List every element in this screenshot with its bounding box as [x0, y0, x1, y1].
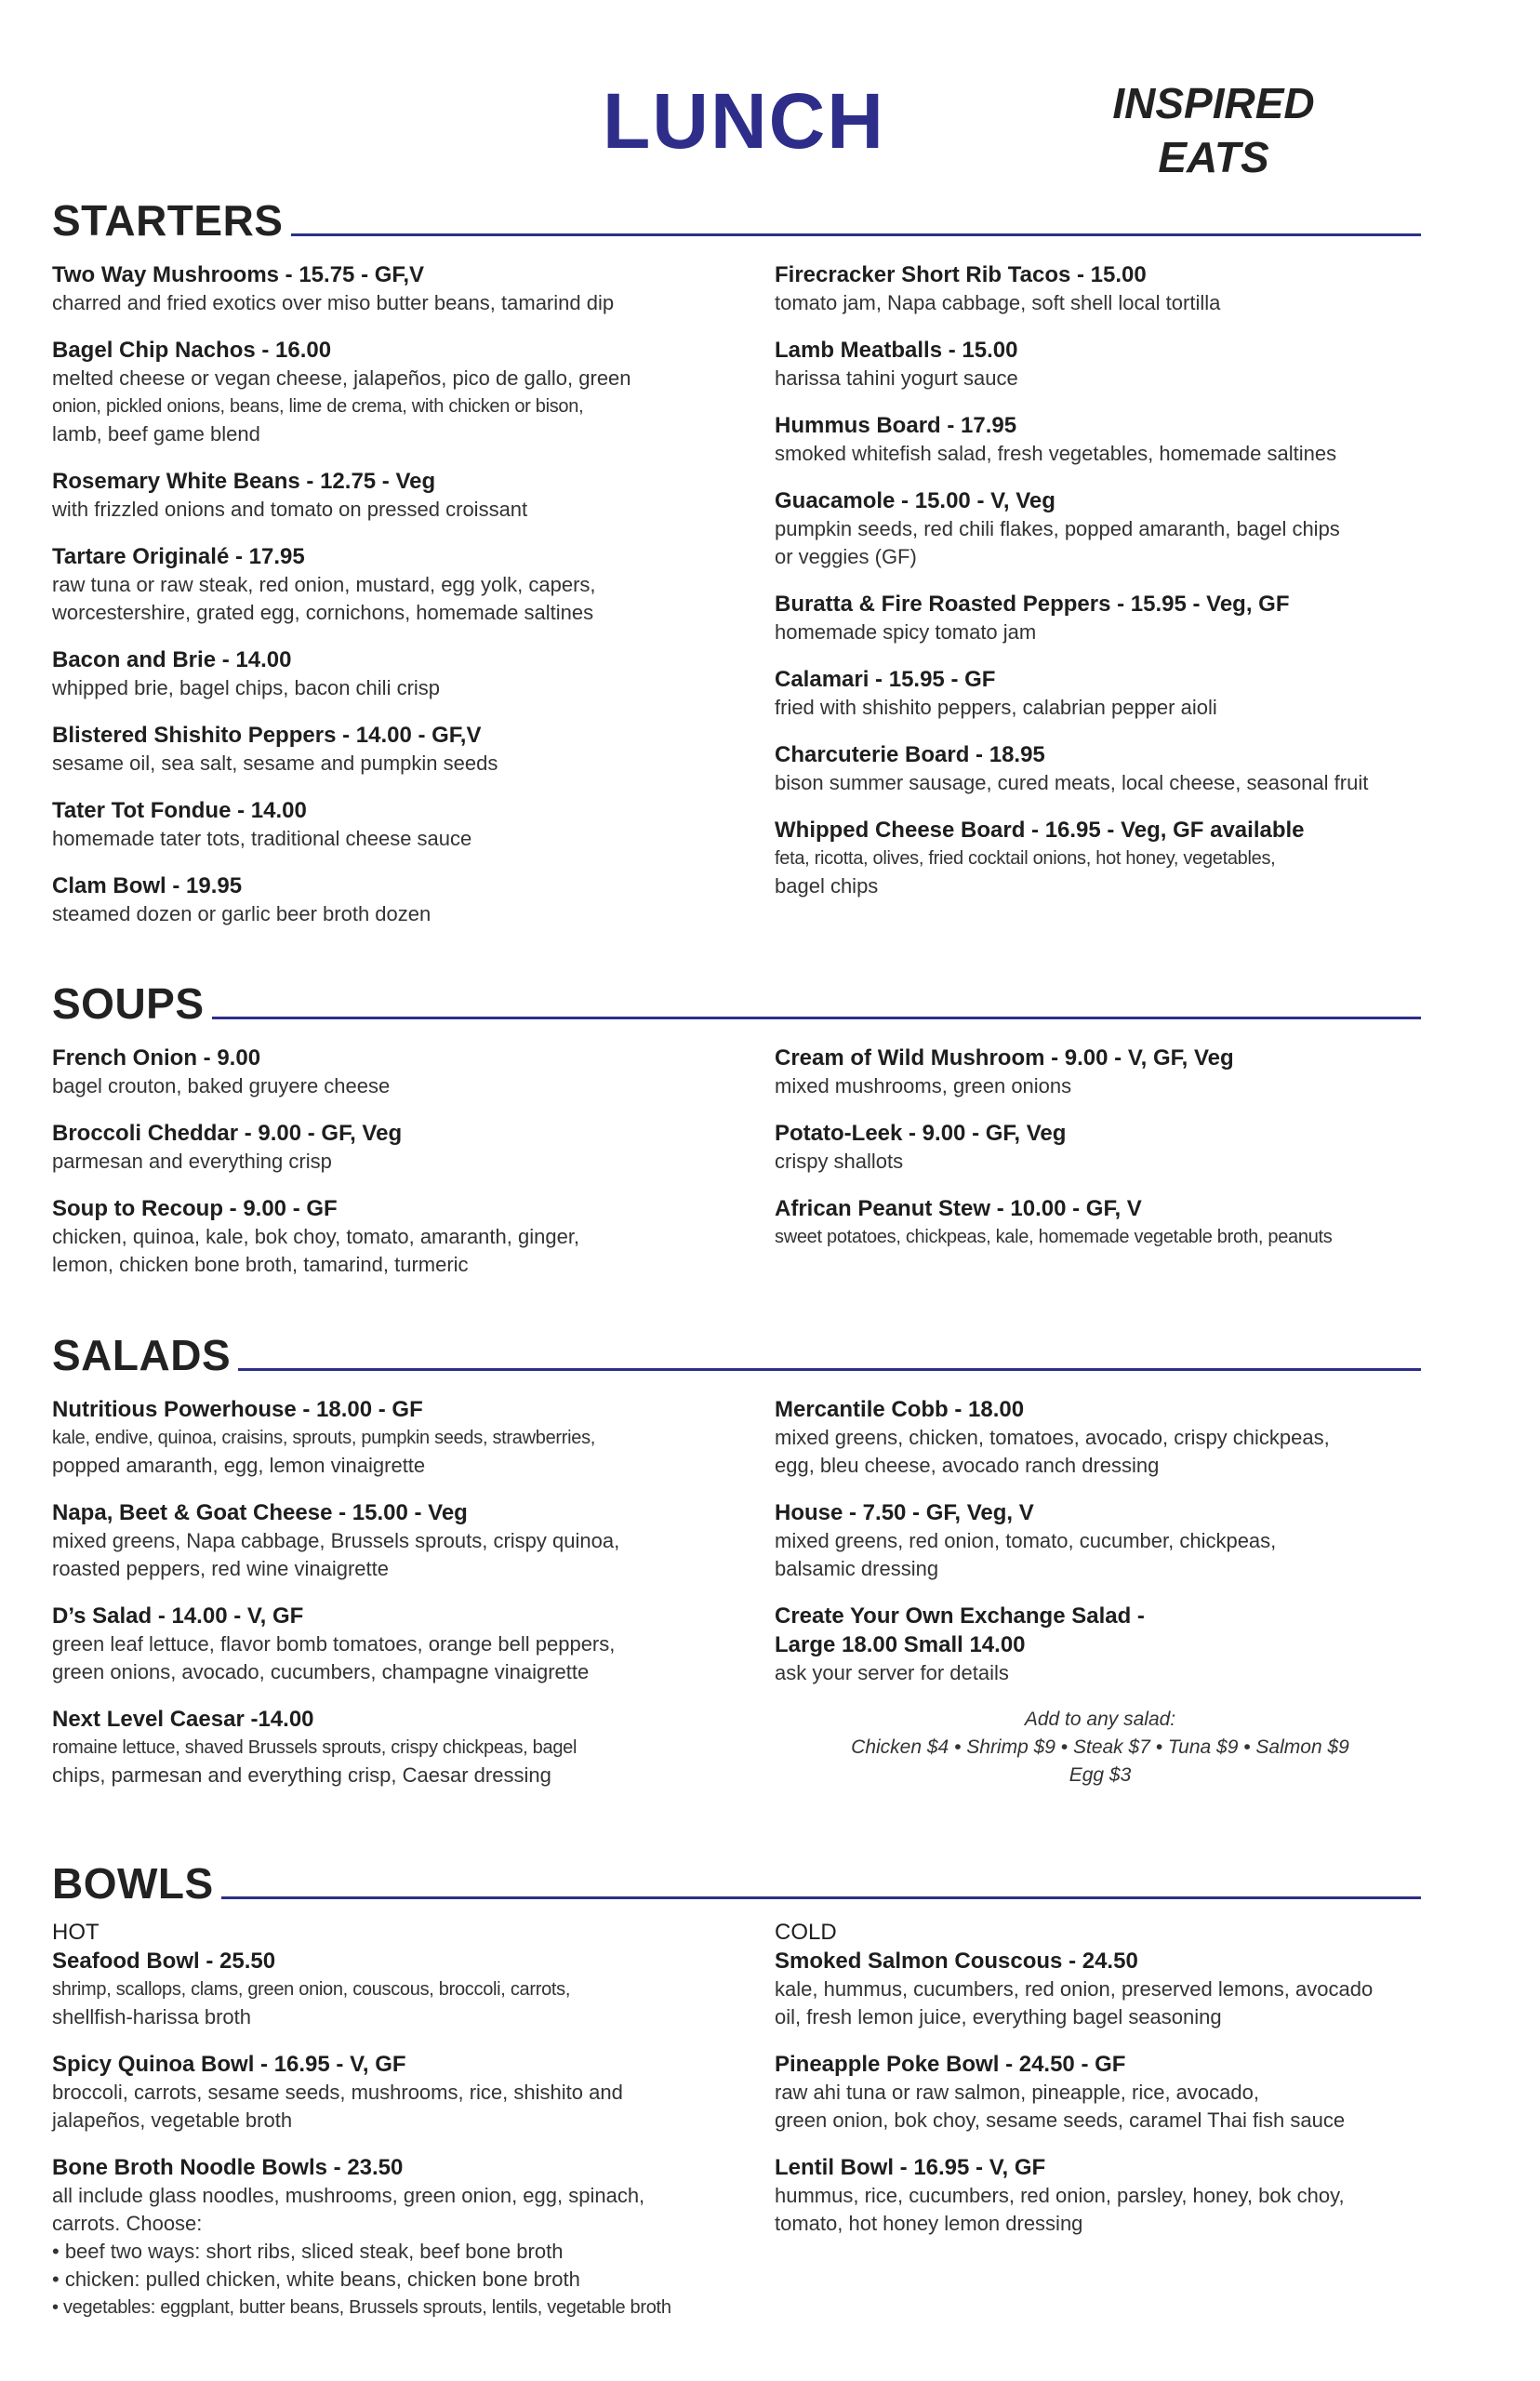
bowls-section — [0, 1847, 1540, 2318]
item-description: romaine lettuce, shaved Brussels sprouts, crispy chickpeas, bagel — [52, 1737, 578, 1758]
item-name: Spicy Quinoa Bowl - 16.95 - V, GF — [52, 2052, 406, 2077]
menu-item — [775, 1498, 1426, 1583]
item-name: D’s Salad - 14.00 - V, GF — [52, 1603, 304, 1629]
item-description: homemade spicy tomato jam — [775, 620, 1037, 644]
menu-item — [52, 1194, 740, 1279]
menu-item — [52, 1395, 740, 1480]
item-name: Bacon and Brie - 14.00 — [52, 647, 292, 672]
section-header — [0, 1319, 1540, 1377]
section-header — [0, 184, 1540, 245]
item-description: green onion, bok choy, sesame seeds, caramel Thai fish sauce — [775, 2108, 1346, 2132]
menu-item — [775, 665, 1426, 722]
item-description: melted cheese or vegan cheese, jalapeños, pico de gallo, green — [52, 366, 631, 390]
menu-item — [52, 1705, 740, 1789]
page-title: LUNCH — [603, 77, 885, 165]
item-description: smoked whitefish salad, fresh vegetables, homemade saltines — [775, 442, 1337, 465]
item-description: or veggies (GF) — [775, 545, 917, 568]
menu-item — [52, 1602, 740, 1686]
item-description: sesame oil, sea salt, sesame and pumpkin seeds — [52, 752, 498, 775]
bowls-right-column — [775, 1918, 1426, 2256]
item-name: Cream of Wild Mushroom - 9.00 - V, GF, Veg — [775, 1045, 1234, 1071]
item-description: all include glass noodles, mushrooms, green onion, egg, spinach, — [52, 2184, 645, 2207]
item-name: Smoked Salmon Couscous - 24.50 — [775, 1949, 1138, 1974]
menu-item — [52, 1044, 740, 1100]
section-divider — [52, 1368, 1421, 1371]
item-name: Mercantile Cobb - 18.00 — [775, 1397, 1025, 1422]
menu-item — [775, 1395, 1426, 1480]
item-name: Clam Bowl - 19.95 — [52, 873, 243, 898]
item-description: roasted peppers, red wine vinaigrette — [52, 1557, 389, 1580]
tagline-line: EATS — [1158, 133, 1269, 181]
bowl-option: • beef two ways: short ribs, sliced steak, beef bone broth — [52, 2240, 564, 2263]
item-description: fried with shishito peppers, calabrian pepper aioli — [775, 696, 1217, 719]
menu-item — [775, 486, 1426, 571]
menu-item — [52, 467, 740, 524]
item-description: carrots. Choose: — [52, 2212, 203, 2235]
item-description: feta, ricotta, olives, fried cocktail onions, hot honey, vegetables, — [775, 848, 1276, 869]
item-description: parmesan and everything crisp — [52, 1150, 332, 1173]
bowls-cold-label: COLD — [775, 1920, 837, 1945]
menu-item — [775, 1194, 1426, 1251]
item-name: Nutritious Powerhouse - 18.00 - GF — [52, 1397, 423, 1422]
item-description: bagel crouton, baked gruyere cheese — [52, 1074, 391, 1097]
addons-list: Egg $3 — [1069, 1764, 1132, 1786]
starters-left-column — [52, 260, 740, 947]
bowls-hot-label: HOT — [52, 1920, 100, 1945]
menu-item — [52, 645, 740, 702]
salads-left-column — [52, 1395, 740, 1808]
item-name: French Onion - 9.00 — [52, 1045, 261, 1071]
menu-item — [775, 590, 1426, 646]
item-description: raw ahi tuna or raw salmon, pineapple, rice, avocado, — [775, 2081, 1259, 2104]
menu-item — [775, 1947, 1426, 2031]
item-description: balsamic dressing — [775, 1557, 939, 1580]
item-description: bagel chips — [775, 874, 879, 898]
menu-item — [775, 740, 1426, 797]
item-name: Tater Tot Fondue - 14.00 — [52, 798, 307, 823]
starters-section — [0, 184, 1540, 925]
item-description: popped amaranth, egg, lemon vinaigrette — [52, 1454, 426, 1477]
menu-item — [52, 336, 740, 448]
item-name: Next Level Caesar -14.00 — [52, 1707, 314, 1732]
salad-addons — [775, 1706, 1426, 1789]
item-description: steamed dozen or garlic beer broth dozen — [52, 902, 431, 925]
section-title: BOWLS — [52, 1862, 221, 1905]
menu-item — [775, 2153, 1426, 2238]
item-name: African Peanut Stew - 10.00 - GF, V — [775, 1196, 1142, 1221]
item-description: oil, fresh lemon juice, everything bagel seasoning — [775, 2005, 1222, 2029]
menu-item — [52, 2050, 740, 2135]
item-description: sweet potatoes, chickpeas, kale, homemade vegetable broth, peanuts — [775, 1227, 1333, 1247]
item-description: kale, endive, quinoa, craisins, sprouts, pumpkin seeds, strawberries, — [52, 1428, 596, 1448]
section-divider — [52, 1017, 1421, 1019]
menu-item — [775, 1602, 1426, 1687]
tagline — [1097, 76, 1330, 184]
item-name: Pineapple Poke Bowl - 24.50 - GF — [775, 2052, 1126, 2077]
section-title: SOUPS — [52, 982, 212, 1025]
menu-item — [52, 542, 740, 627]
item-description: green leaf lettuce, flavor bomb tomatoes, orange bell peppers, — [52, 1632, 616, 1656]
item-name: Bone Broth Noodle Bowls - 23.50 — [52, 2155, 404, 2180]
section-header — [0, 967, 1540, 1028]
tagline-line: INSPIRED — [1112, 79, 1315, 127]
section-divider — [52, 1896, 1421, 1899]
item-name: Whipped Cheese Board - 16.95 - Veg, GF available — [775, 818, 1305, 843]
addons-list: Chicken $4 • Shrimp $9 • Steak $7 • Tuna $9 • Salmon $9 — [851, 1736, 1349, 1758]
item-description: lamb, beef game blend — [52, 422, 260, 446]
item-description: ask your server for details — [775, 1661, 1009, 1684]
item-description: green onions, avocado, cucumbers, champagne vinaigrette — [52, 1660, 590, 1683]
menu-item — [52, 796, 740, 853]
menu-item — [52, 260, 740, 317]
menu-item — [775, 2050, 1426, 2135]
item-name: Bagel Chip Nachos - 16.00 — [52, 338, 332, 363]
item-name: Guacamole - 15.00 - V, Veg — [775, 488, 1055, 513]
menu-item — [52, 1498, 740, 1583]
item-description: raw tuna or raw steak, red onion, mustard, egg yolk, capers, — [52, 573, 596, 596]
item-name: House - 7.50 - GF, Veg, V — [775, 1500, 1034, 1525]
item-name: Napa, Beet & Goat Cheese - 15.00 - Veg — [52, 1500, 468, 1525]
bowls-left-column — [52, 1918, 740, 2340]
menu-item — [52, 1947, 740, 2031]
item-description: mixed greens, Napa cabbage, Brussels sprouts, crispy quinoa, — [52, 1529, 620, 1552]
item-description: broccoli, carrots, sesame seeds, mushrooms, rice, shishito and — [52, 2081, 623, 2104]
item-description: crispy shallots — [775, 1150, 904, 1173]
item-description: shellfish-harissa broth — [52, 2005, 251, 2029]
item-description: with frizzled onions and tomato on pressed croissant — [52, 498, 528, 521]
menu-item — [52, 1119, 740, 1176]
item-name: Lamb Meatballs - 15.00 — [775, 338, 1018, 363]
item-description: homemade tater tots, traditional cheese sauce — [52, 827, 472, 850]
item-description: kale, hummus, cucumbers, red onion, preserved lemons, avocado — [775, 1977, 1374, 2001]
item-name: Buratta & Fire Roasted Peppers - 15.95 - Veg, GF — [775, 592, 1290, 617]
salads-section — [0, 1319, 1540, 1787]
soups-left-column — [52, 1044, 740, 1297]
item-name: Tartare Originalé - 17.95 — [52, 544, 305, 569]
item-description: egg, bleu cheese, avocado ranch dressing — [775, 1454, 1160, 1477]
addons-heading: Add to any salad: — [1024, 1709, 1176, 1730]
item-name: Calamari - 15.95 - GF — [775, 667, 996, 692]
item-description: charred and fried exotics over miso butter beans, tamarind dip — [52, 291, 615, 314]
item-description: whipped brie, bagel chips, bacon chili crisp — [52, 676, 441, 699]
item-name: Create Your Own Exchange Salad - — [775, 1603, 1145, 1629]
menu-item — [775, 1044, 1426, 1100]
item-description: tomato jam, Napa cabbage, soft shell local tortilla — [775, 291, 1221, 314]
item-description: lemon, chicken bone broth, tamarind, turmeric — [52, 1253, 469, 1276]
item-description: mixed mushrooms, green onions — [775, 1074, 1072, 1097]
item-name: Firecracker Short Rib Tacos - 15.00 — [775, 262, 1147, 287]
soups-section — [0, 967, 1540, 1276]
section-header — [0, 1847, 1540, 1908]
item-name: Large 18.00 Small 14.00 — [775, 1632, 1026, 1657]
menu-item — [52, 2153, 740, 2321]
item-description: jalapeños, vegetable broth — [52, 2108, 293, 2132]
item-name: Potato-Leek - 9.00 - GF, Veg — [775, 1121, 1067, 1146]
item-description: mixed greens, chicken, tomatoes, avocado, crispy chickpeas, — [775, 1426, 1330, 1449]
item-description: tomato, hot honey lemon dressing — [775, 2212, 1083, 2235]
item-description: shrimp, scallops, clams, green onion, couscous, broccoli, carrots, — [52, 1979, 571, 2000]
menu-item — [775, 336, 1426, 392]
item-name: Rosemary White Beans - 12.75 - Veg — [52, 469, 436, 494]
item-name: Soup to Recoup - 9.00 - GF — [52, 1196, 338, 1221]
item-name: Two Way Mushrooms - 15.75 - GF,V — [52, 262, 425, 287]
item-description: harissa tahini yogurt sauce — [775, 366, 1018, 390]
item-description: bison summer sausage, cured meats, local cheese, seasonal fruit — [775, 771, 1369, 794]
menu-item — [775, 1119, 1426, 1176]
item-description: hummus, rice, cucumbers, red onion, parsley, honey, bok choy, — [775, 2184, 1345, 2207]
menu-item — [775, 260, 1426, 317]
salads-right-column — [775, 1395, 1426, 1789]
starters-right-column — [775, 260, 1426, 919]
section-title: STARTERS — [52, 199, 291, 242]
item-description: onion, pickled onions, beans, lime de crema, with chicken or bison, — [52, 396, 584, 417]
bowl-option: • chicken: pulled chicken, white beans, chicken bone broth — [52, 2268, 580, 2291]
item-description: chicken, quinoa, kale, bok choy, tomato, amaranth, ginger, — [52, 1225, 580, 1248]
item-description: mixed greens, red onion, tomato, cucumber, chickpeas, — [775, 1529, 1277, 1552]
soups-right-column — [775, 1044, 1426, 1270]
item-description: worcestershire, grated egg, cornichons, homemade saltines — [52, 601, 594, 624]
item-name: Hummus Board - 17.95 — [775, 413, 1017, 438]
item-description: chips, parmesan and everything crisp, Caesar dressing — [52, 1763, 551, 1787]
item-name: Charcuterie Board - 18.95 — [775, 742, 1045, 767]
item-name: Blistered Shishito Peppers - 14.00 - GF,V — [52, 723, 482, 748]
item-description: pumpkin seeds, red chili flakes, popped amaranth, bagel chips — [775, 517, 1340, 540]
item-name: Lentil Bowl - 16.95 - V, GF — [775, 2155, 1046, 2180]
section-title: SALADS — [52, 1334, 238, 1377]
item-name: Broccoli Cheddar - 9.00 - GF, Veg — [52, 1121, 403, 1146]
menu-item — [775, 411, 1426, 468]
item-name: Seafood Bowl - 25.50 — [52, 1949, 276, 1974]
menu-item — [52, 871, 740, 928]
menu-item — [775, 816, 1426, 900]
menu-item — [52, 721, 740, 778]
bowl-option: • vegetables: eggplant, butter beans, Brussels sprouts, lentils, vegetable broth — [52, 2297, 671, 2318]
